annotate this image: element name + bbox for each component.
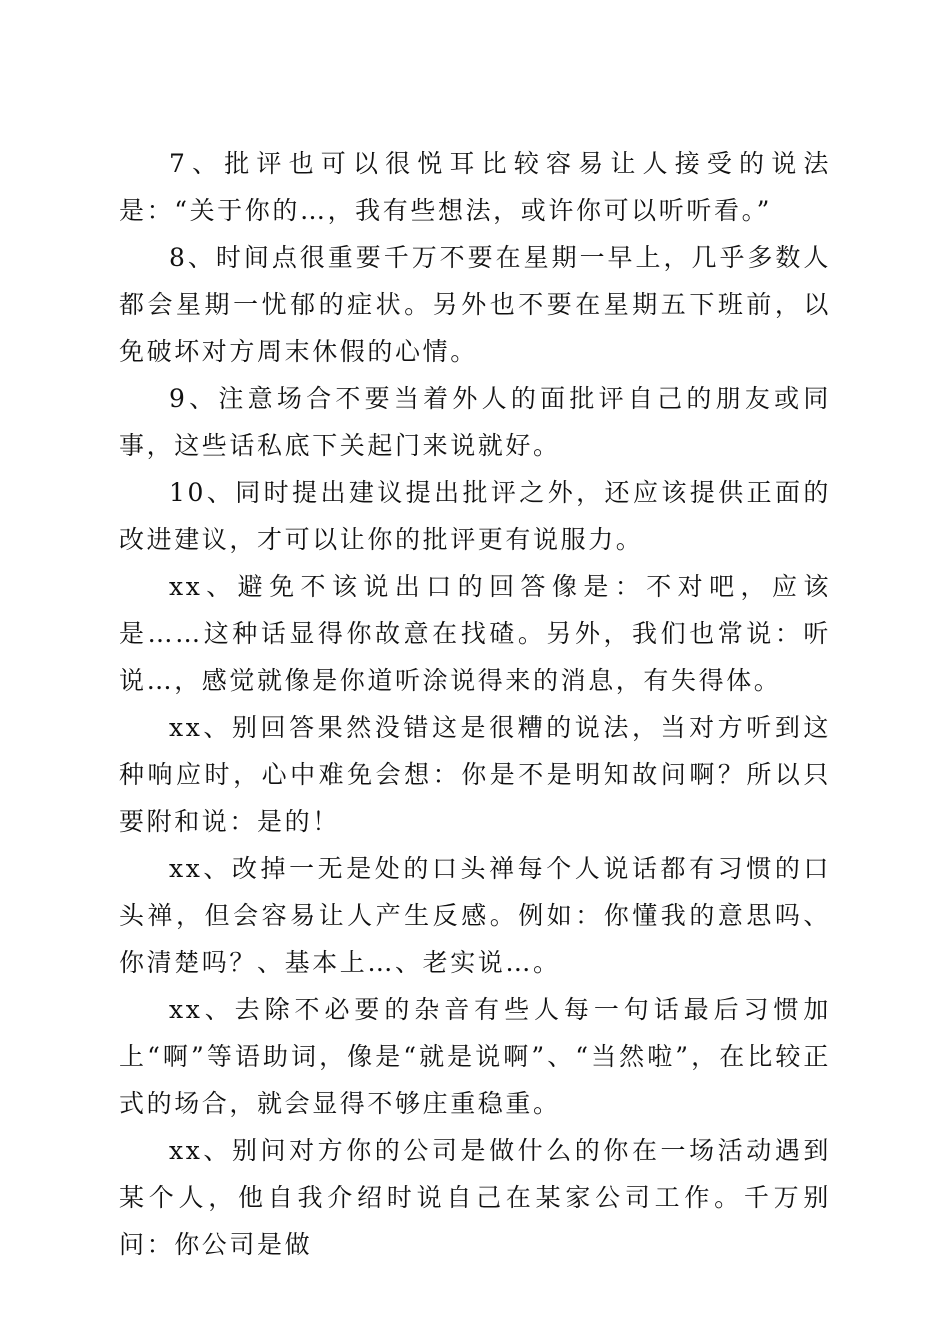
paragraph: xx、避免不该说出口的回答像是：不对吧，应该是……这种话显得你故意在找碴。另外，我们也常说：听说…，感觉就像是你道听涂说得来的消息，有失得体。 — [119, 572, 831, 695]
paragraph: 7、批评也可以很悦耳比较容易让人接受的说法是：“关于你的…，我有些想法，或许你可以听听看。” — [119, 149, 831, 225]
paragraph: xx、去除不必要的杂音有些人每一句话最后习惯加上“啊”等语助词，像是“就是说啊”、“当然啦”，在比较正式的场合，就会显得不够庄重稳重。 — [119, 995, 831, 1118]
paragraph: xx、别回答果然没错这是很糟的说法，当对方听到这种响应时，心中难免会想：你是不是明知故问啊？所以只要附和说：是的！ — [119, 713, 831, 836]
document-body — [119, 140, 831, 1268]
paragraph: xx、改掉一无是处的口头禅每个人说话都有习惯的口头禅，但会容易让人产生反感。例如：你懂我的意思吗、你清楚吗？、基本上…、老实说…。 — [119, 854, 831, 977]
paragraph: 8、时间点很重要千万不要在星期一早上，几乎多数人都会星期一忧郁的症状。另外也不要在星期五下班前，以免破坏对方周末休假的心情。 — [119, 243, 831, 366]
paragraph: xx、别问对方你的公司是做什么的你在一场活动遇到某个人，他自我介绍时说自己在某家公司工作。千万别问：你公司是做 — [119, 1136, 831, 1259]
paragraph: 10、同时提出建议提出批评之外，还应该提供正面的改进建议，才可以让你的批评更有说服力。 — [119, 478, 831, 554]
paragraph: 9、注意场合不要当着外人的面批评自己的朋友或同事，这些话私底下关起门来说就好。 — [119, 384, 831, 460]
